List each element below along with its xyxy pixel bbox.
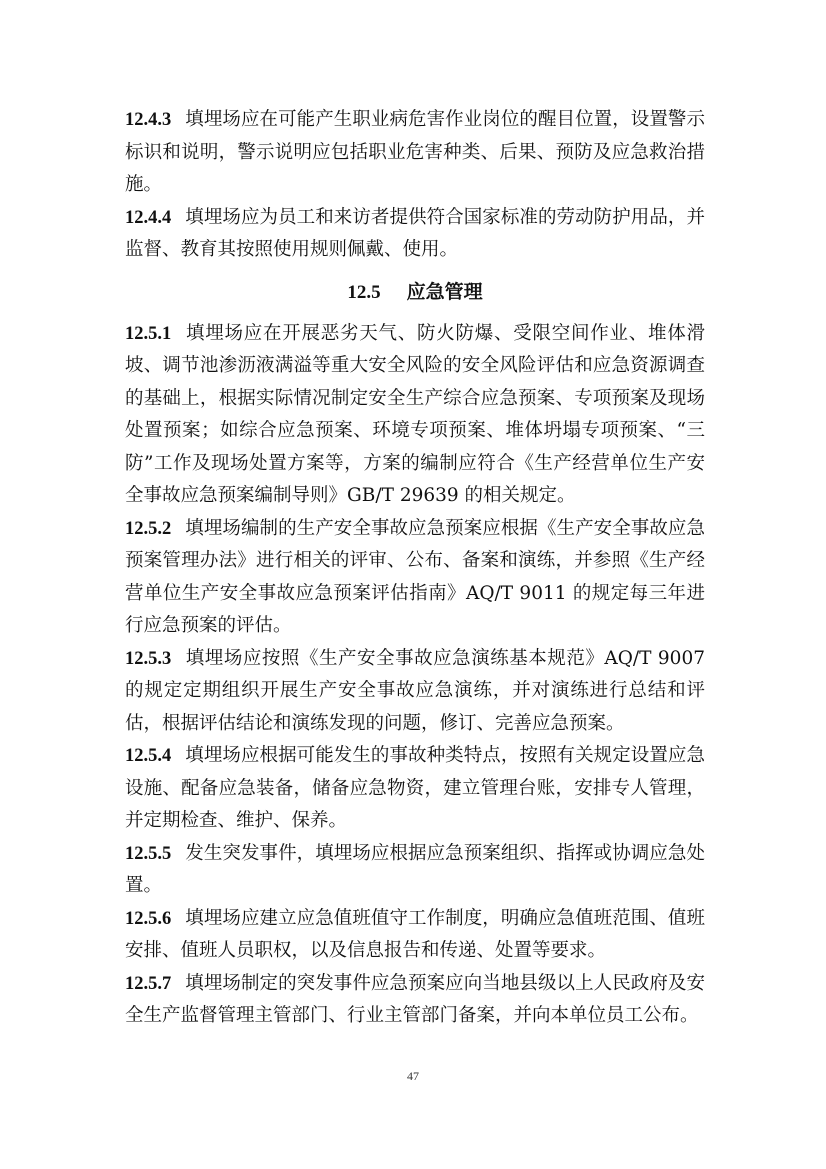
document-page	[125, 104, 705, 1033]
clause-number: 12.5.2	[125, 518, 172, 539]
clause-number: 12.5.4	[125, 746, 172, 766]
clause-text: 填埋场制定的突发事件应急预案应向当地县级以上人民政府及安全生产监督管理主管部门、行业主管部门备案，并向本单位员工公布。	[125, 972, 705, 1026]
clause-number: 12.5.5	[125, 843, 172, 864]
clause-12-5-6	[125, 903, 705, 968]
clause-12-4-3	[125, 104, 705, 202]
clause-12-5-5	[125, 838, 705, 903]
clause-12-5-1	[125, 318, 705, 513]
section-heading	[125, 275, 705, 310]
clause-12-5-2	[125, 513, 705, 643]
clause-12-5-7	[125, 968, 705, 1033]
clause-number: 12.5.6	[125, 908, 172, 929]
clause-text: 填埋场编制的生产安全事故应急预案应根据《生产安全事故应急预案管理办法》进行相关的评审、公布、备案和演练，并参照《生产经营单位生产安全事故应急预案评估指南》AQ/T 9011 的规定每三年进行应急预案的评估。	[125, 517, 705, 636]
clause-text: 发生突发事件，填埋场应根据应急预案组织、指挥或协调应急处置。	[125, 842, 705, 896]
clause-number: 12.4.3	[125, 110, 172, 130]
clause-text: 填埋场应在开展恶劣天气、防火防爆、受限空间作业、堆体滑坡、调节池渗沥液满溢等重大安全风险的安全风险评估和应急资源调查的基础上，根据实际情况制定安全生产综合应急预案、专项预案及现场处置预案；如综合应急预案、环境专项预案、堆体坍塌专项预案、“三防”工作及现场处置方案等，方案的编制应符合《生产经营单位生产安全事故应急预案编制导则》GB/T 29639 的相关规定。	[125, 322, 705, 506]
clause-number: 12.5.7	[125, 973, 172, 994]
clause-text: 填埋场应根据可能发生的事故种类特点，按照有关规定设置应急设施、配备应急装备，储备应急物资，建立管理台账，安排专人管理，并定期检查、维护、保养。	[125, 745, 705, 831]
clause-12-5-3	[125, 643, 705, 741]
clause-text: 填埋场应在可能产生职业病危害作业岗位的醒目位置，设置警示标识和说明，警示说明应包括职业危害种类、后果、预防及应急救治措施。	[125, 109, 705, 195]
clause-12-5-4	[125, 740, 705, 838]
clause-number: 12.5.1	[125, 323, 172, 344]
clause-number: 12.4.4	[125, 207, 172, 228]
clause-text: 填埋场应为员工和来访者提供符合国家标准的劳动防护用品，并监督、教育其按照使用规则佩戴、使用。	[125, 206, 705, 260]
page-number: 47	[407, 1069, 419, 1083]
section-title: 应急管理	[406, 280, 483, 303]
clause-text: 填埋场应建立应急值班值守工作制度，明确应急值班范围、值班安排、值班人员职权，以及信息报告和传递、处置等要求。	[125, 907, 705, 961]
clause-12-4-4	[125, 202, 705, 267]
section-number: 12.5	[347, 281, 381, 303]
clause-text: 填埋场应按照《生产安全事故应急演练基本规范》AQ/T 9007 的规定定期组织开展生产安全事故应急演练，并对演练进行总结和评估，根据评估结论和演练发现的问题，修订、完善应急预案。	[125, 647, 705, 734]
clause-number: 12.5.3	[125, 648, 172, 669]
